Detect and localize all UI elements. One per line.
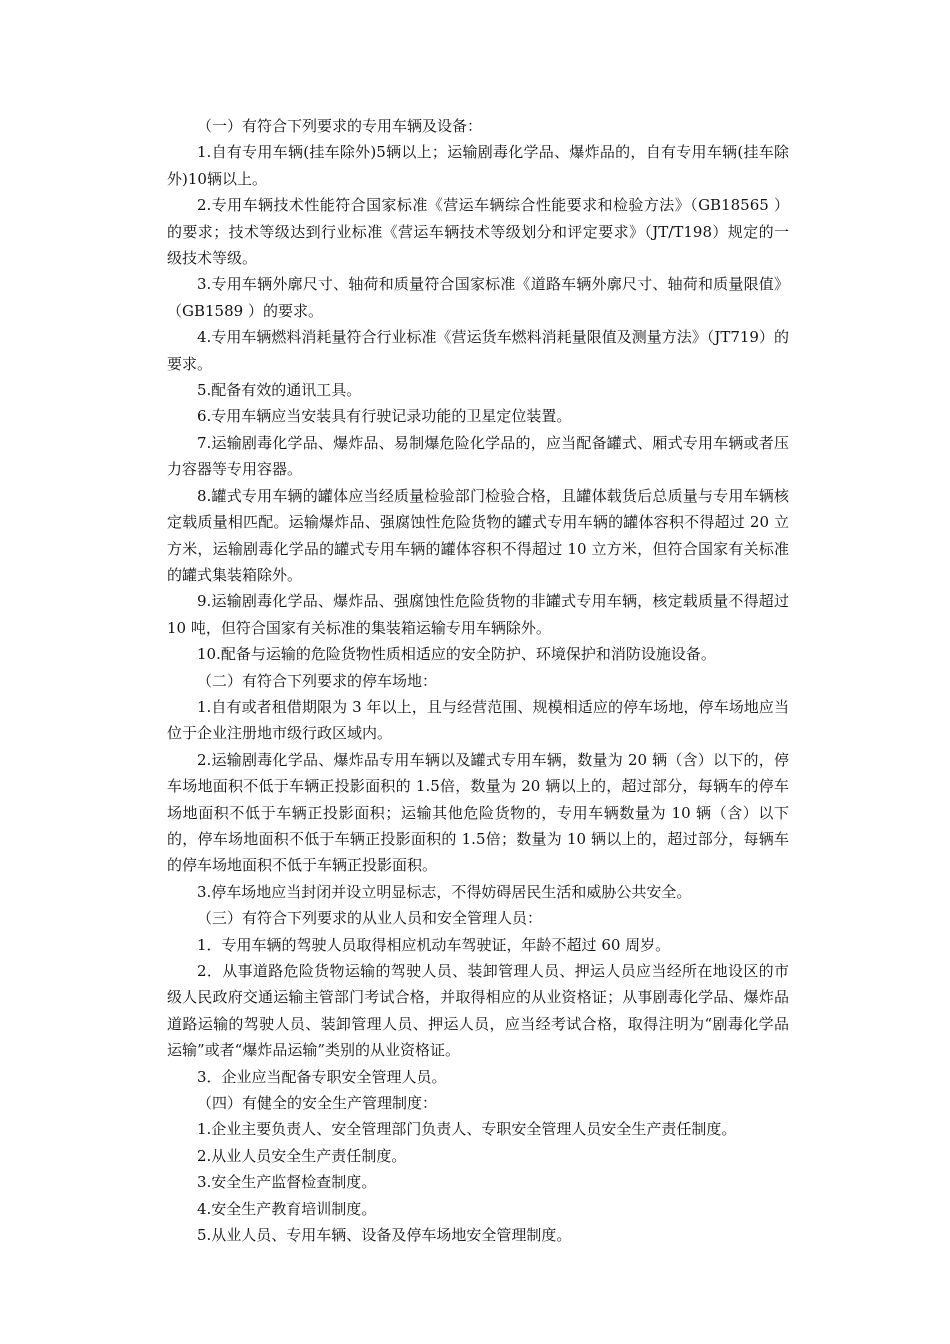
paragraph: 2.专用车辆技术性能符合国家标准《营运车辆综合性能要求和检验方法》（GB18565 ）的要求；技术等级达到行业标准《营运车辆技术等级划分和评定要求》（JT/T198）规定的一级技术等级。 — [167, 196, 789, 268]
paragraph: 7.运输剧毒化学品、爆炸品、易制爆危险化学品的，应当配备罐式、厢式专用车辆或者压力容器等专用容器。 — [167, 433, 789, 479]
paragraph: 1.自有专用车辆(挂车除外)5辆以上；运输剧毒化学品、爆炸品的，自有专用车辆(挂车除外)10辆以上。 — [167, 143, 789, 188]
paragraph: 4.专用车辆燃料消耗量符合行业标准《营运货车燃料消耗量限值及测量方法》（JT719）的要求。 — [167, 328, 789, 373]
paragraph: 3.专用车辆外廓尺寸、轴荷和质量符合国家标准《道路车辆外廓尺寸、轴荷和质量限值》（GB1589 ）的要求。 — [167, 275, 789, 320]
paragraph: 5.从业人员、专用车辆、设备及停车场地安全管理制度。 — [197, 1226, 572, 1245]
section-heading-vehicles: （一）有符合下列要求的专用车辆及设备： — [197, 117, 483, 135]
paragraph: 6.专用车辆应当安装具有行驶记录功能的卫星定位装置。 — [197, 407, 572, 426]
section-heading-management: （四）有健全的安全生产管理制度： — [197, 1094, 438, 1113]
paragraph: 4.安全生产教育培训制度。 — [197, 1199, 377, 1218]
paragraph: 2.运输剧毒化学品、爆炸品专用车辆以及罐式专用车辆，数量为 20 辆（含）以下的，停车场地面积不低于车辆正投影面积的 1.5倍，数量为 20 辆以上的，超过部分，每辆车的停车场地面积不低于车辆正投影面积；运输其他危险货物的，专用车辆数量为 10 辆（含）以下的，停车场地面积不低于车辆正投影面积的 1.5倍；数量为 10 辆以上的，超过部分，每辆车的停车场地面积不低于车辆正投影面积。 — [167, 750, 789, 875]
paragraph: 3.停车场地应当封闭并设立明显标志，不得妨碍居民生活和威胁公共安全。 — [197, 882, 692, 901]
paragraph: 3.安全生产监督检查制度。 — [197, 1173, 377, 1192]
document-body — [167, 113, 789, 1248]
paragraph: 8.罐式专用车辆的罐体应当经质量检验部门检验合格，且罐体载货后总质量与专用车辆核定载质量相匹配。运输爆炸品、强腐蚀性危险货物的罐式专用车辆的罐体容积不得超过 20 立方米，运输剧毒化学品的罐式专用车辆的罐体容积不得超过 10 立方米，但符合国家有关标准的罐式集装箱除外。 — [167, 486, 789, 584]
paragraph: 10.配备与运输的危险货物性质相适应的安全防护、环境保护和消防设施设备。 — [197, 645, 716, 664]
paragraph: 1.企业主要负责人、安全管理部门负责人、专职安全管理人员安全生产责任制度。 — [197, 1120, 737, 1139]
section-heading-personnel: （三）有符合下列要求的从业人员和安全管理人员： — [197, 909, 543, 928]
paragraph: 3．企业应当配备专职安全管理人员。 — [197, 1067, 447, 1086]
paragraph: 1.自有或者租借期限为 3 年以上，且与经营范围、规模相适应的停车场地，停车场地应当位于企业注册地市级行政区域内。 — [167, 697, 789, 743]
section-heading-parking: （二）有符合下列要求的停车场地： — [197, 671, 438, 690]
paragraph: 1．专用车辆的驾驶人员取得相应机动车驾驶证，年龄不超过 60 周岁。 — [197, 935, 671, 954]
paragraph: 2．从事道路危险货物运输的驾驶人员、装卸管理人员、押运人员应当经所在地设区的市级人民政府交通运输主管部门考试合格，并取得相应的从业资格证；从事剧毒化学品、爆炸品道路运输的驾驶人员、装卸管理人员、押运人员，应当经考试合格，取得注明为“剧毒化学品运输”或者“爆炸品运输”类别的从业资格证。 — [167, 962, 789, 1060]
paragraph: 2.从业人员安全生产责任制度。 — [197, 1146, 407, 1165]
paragraph: 9.运输剧毒化学品、爆炸品、强腐蚀性危险货物的非罐式专用车辆，核定载质量不得超过 10 吨，但符合国家有关标准的集装箱运输专用车辆除外。 — [167, 592, 789, 637]
paragraph: 5.配备有效的通讯工具。 — [197, 381, 362, 400]
